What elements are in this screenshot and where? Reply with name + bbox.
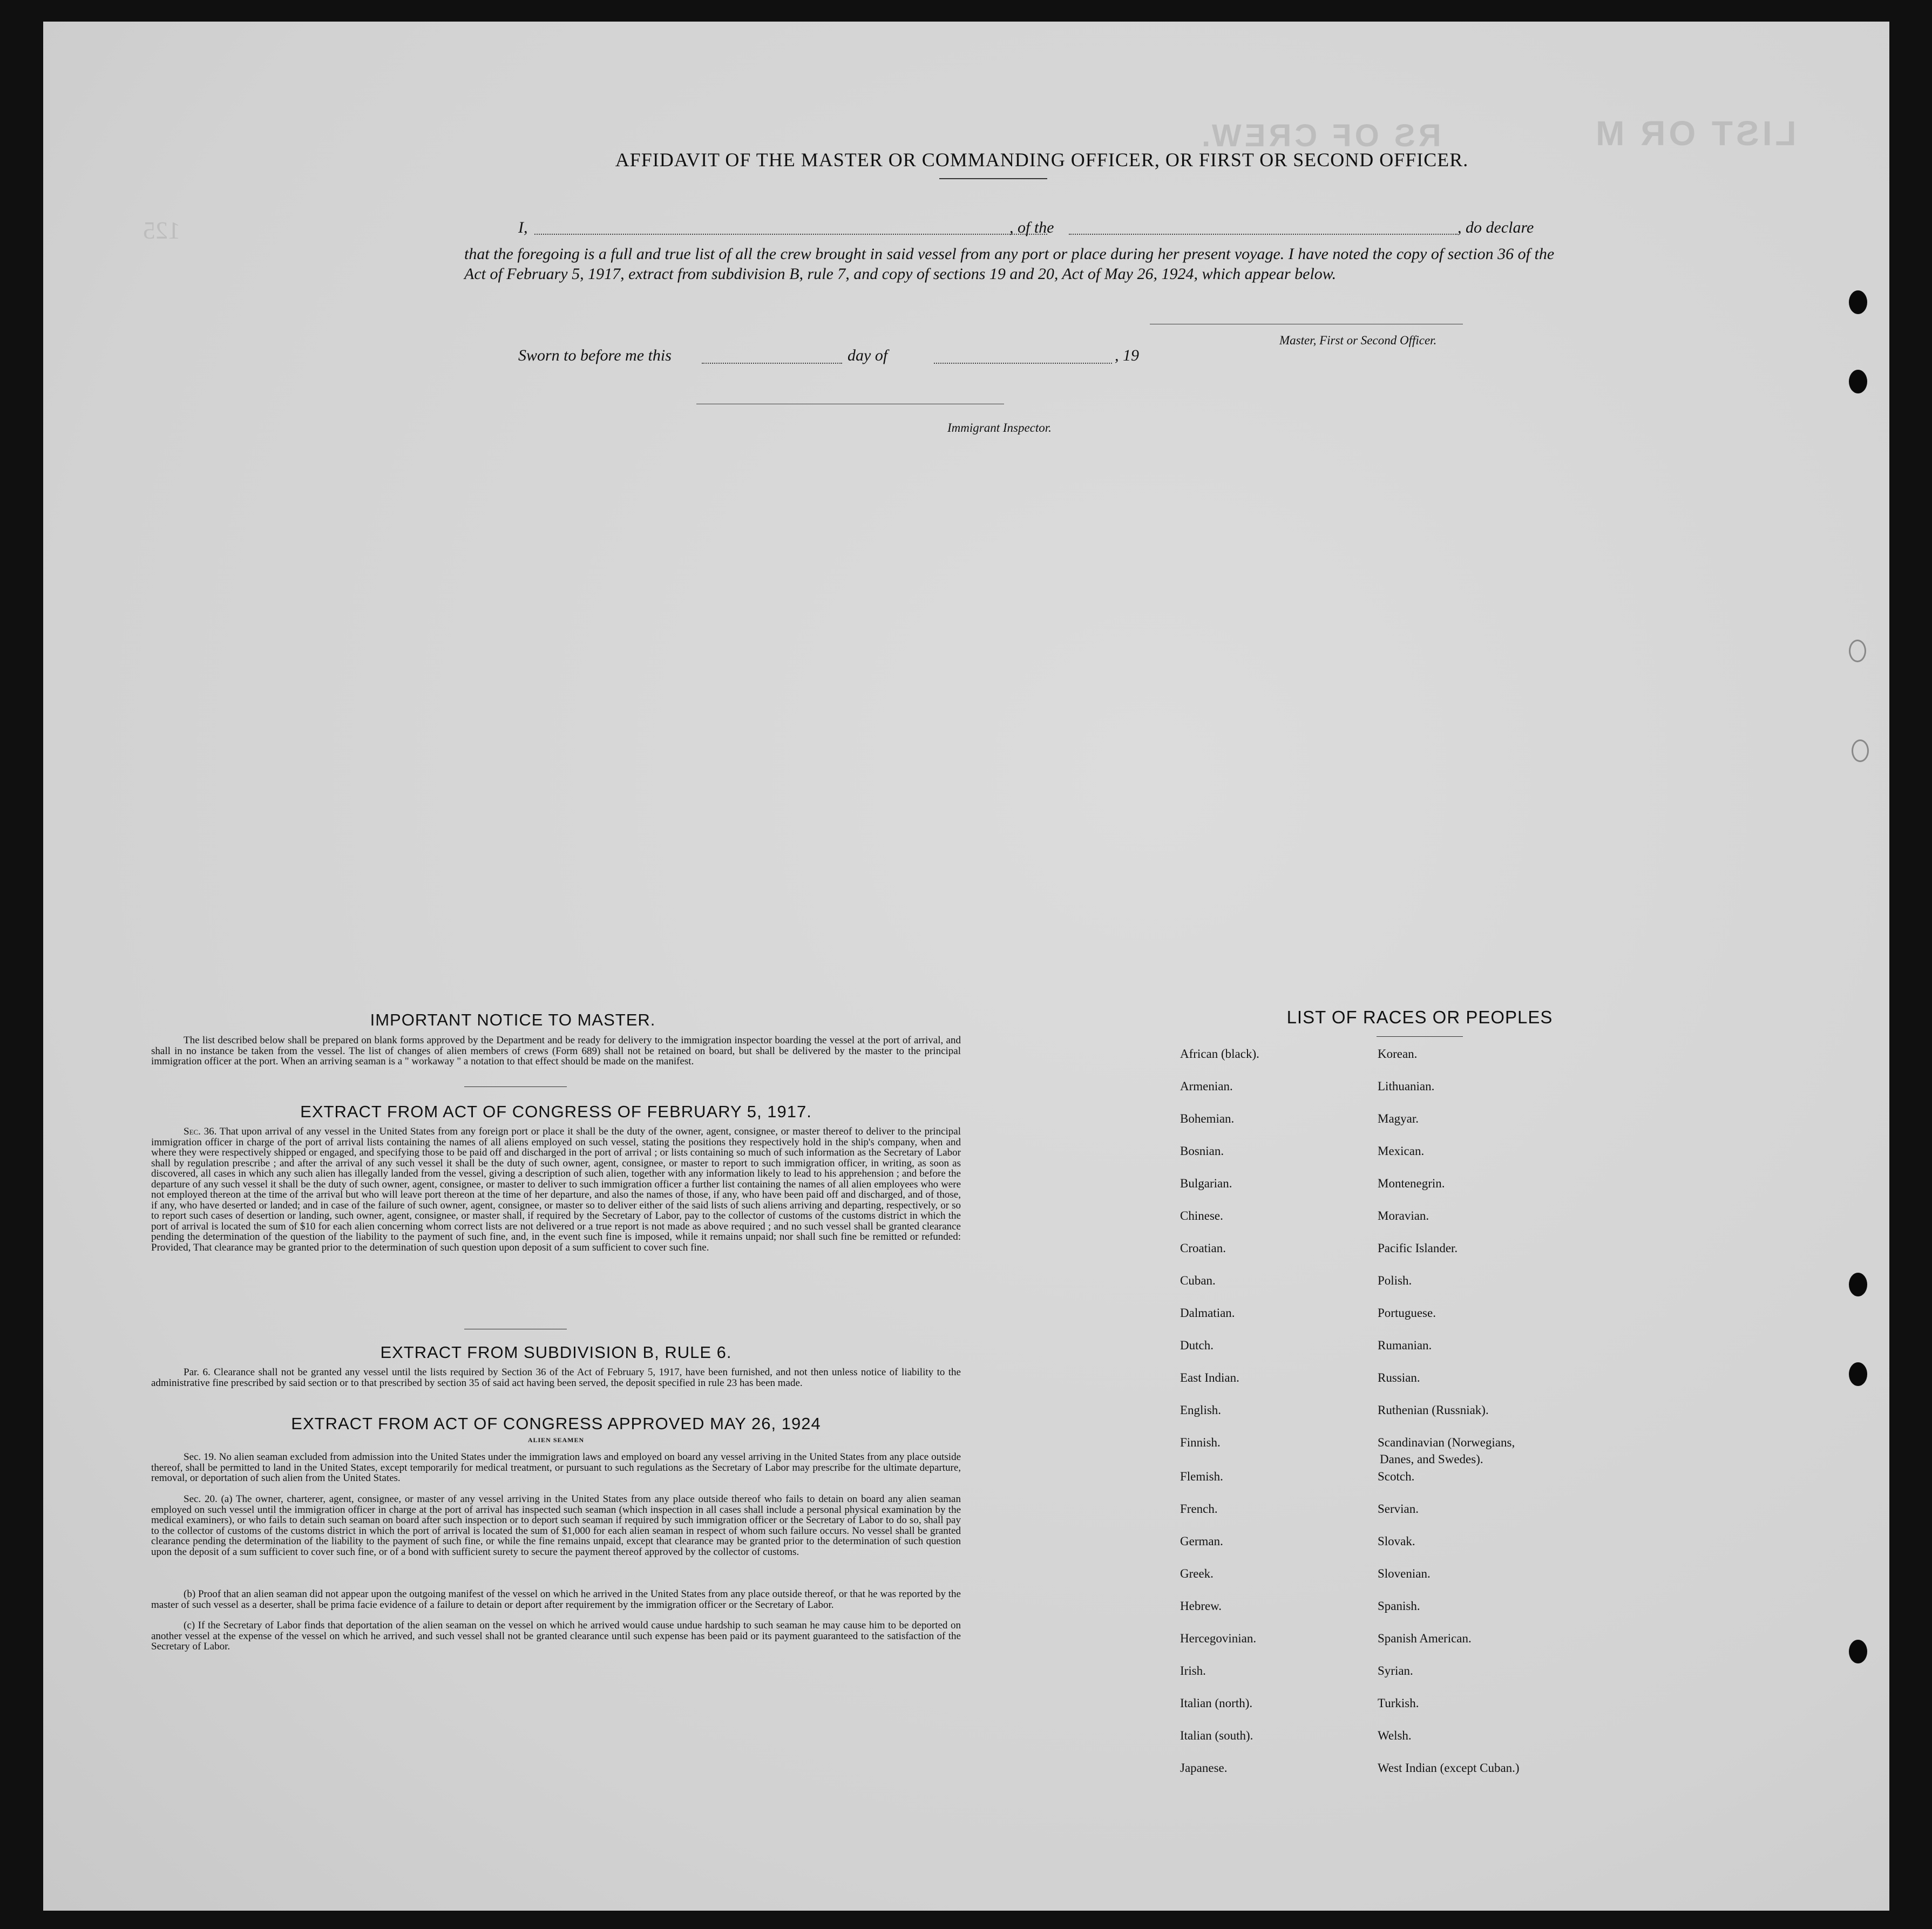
sec20b-text: (b) Proof that an alien seaman did not appear upon the outgoing manifest of the vessel on which he arrived in the United States from any place outside thereof, or that he was reported by the master of such vessel as a deserter, shall be prima facie evidence of a failure to detain or deport after requirement by the immigration officer or the Secretary of Labor.	[151, 1588, 961, 1611]
race-item: Japanese.	[1180, 1761, 1228, 1775]
sec20a-text: Sec. 20. (a) The owner, charterer, agent, consignee, or master of any vessel arriving in the United States from any place outside thereof who fails to detain on board any alien seaman employed on such vessel until the immigration officer in charge at the port of arrival has inspected such seaman (which inspection in all cases shall include a personal physical examination by the medical examiners), or who fails to detain such seaman on board after such inspection or to deport such seaman if required by such immigration officer or the Secretary of Labor to do so, shall pay to the collector of customs of the customs district in which the port of arrival is located the sum of $1,000 for each alien seaman in respect of whom such failure occurs. No vessel shall be granted clearance pending the determination of the liability to the payment of such fine, or while the fine remains unpaid, except that clearance may be granted prior to the determination of such question upon the deposit of a sum sufficient to cover such fine, or of a bond with sufficient surety to secure the payment thereof approved by the collector of customs.	[151, 1493, 961, 1558]
race-item: Croatian.	[1180, 1241, 1226, 1255]
race-item: Spanish.	[1378, 1599, 1420, 1613]
race-item: Greek.	[1180, 1567, 1214, 1580]
extract-rule6-text: Par. 6. Clearance shall not be granted any vessel until the lists required by Section 36 of the Act of February 5, 1917, have been furnished, and not then unless notice of liability to the administrative fine prescribed by said section or to that prescribed by section 35 of said act having been served, the deposit specified in rule 23 has been made.	[151, 1367, 961, 1389]
race-item: Scandinavian (Norwegians,	[1378, 1436, 1515, 1449]
race-item: East Indian.	[1180, 1371, 1239, 1384]
sworn-year: , 19	[1115, 347, 1139, 364]
race-continuation: Danes, and Swedes).	[1380, 1452, 1483, 1466]
affidavit-line1-middle: , of the	[1009, 219, 1054, 236]
race-item: Ruthenian (Russniak).	[1378, 1403, 1489, 1417]
bleed-through-heading-right: RS OF CREW.	[1198, 118, 1441, 153]
punch-hole	[1852, 739, 1869, 762]
inspector-label: Immigrant Inspector.	[947, 421, 1052, 434]
race-item: Spanish American.	[1378, 1632, 1472, 1645]
race-item: Irish.	[1180, 1664, 1206, 1677]
sec20c-text: (c) If the Secretary of Labor finds that deportation of the alien seaman on the vessel on which he arrived would cause undue hardship to such seaman he may cause him to be deported on another vessel at the expense of the vessel on which he arrived, and such vessel shall not be granted clearance until such expense has been paid or its payment guaranteed to the satisfaction of the Secretary of Labor.	[151, 1620, 961, 1652]
race-item: Welsh.	[1378, 1729, 1412, 1742]
extract-1924-title: EXTRACT FROM ACT OF CONGRESS APPROVED MAY 26, 1924	[291, 1414, 821, 1433]
race-item: Rumanian.	[1378, 1339, 1432, 1352]
divider	[1377, 1036, 1463, 1037]
race-item: Polish.	[1378, 1274, 1412, 1287]
race-item: African (black).	[1180, 1047, 1259, 1061]
race-item: Moravian.	[1378, 1209, 1429, 1222]
sworn-day-label: day of	[848, 347, 888, 364]
race-item: Armenian.	[1180, 1079, 1233, 1093]
race-item: Italian (south).	[1180, 1729, 1253, 1742]
name-blank[interactable]	[534, 234, 1047, 235]
race-item: Turkish.	[1378, 1696, 1419, 1710]
extract-1917-title: EXTRACT FROM ACT OF CONGRESS OF FEBRUARY 5, 1917.	[300, 1102, 812, 1121]
race-item: Flemish.	[1180, 1470, 1223, 1483]
race-item: French.	[1180, 1502, 1218, 1516]
race-item: West Indian (except Cuban.)	[1378, 1761, 1520, 1775]
section-36-text: That upon arrival of any vessel in the United States from any foreign port or place it shall be the duty of the owner, agent, consignee, or master thereof to deliver to the principal immigration officer in charge of the port of arrival lists containing the names of all aliens employed on such vessel, stating the positions they respectively hold in the ship's company, when and where they were respectively shipped or engaged, and specifying those to be paid off and discharged in the port of arrival ; or lists containing so much of such information as the Secretary of Labor shall by regulation prescribe ; and after the arrival of any such vessel it shall be the duty of such owner, agent, consignee, or master to report to such immigration officer, in writing, as soon as discovered, all cases in which any such alien has illegally landed from the vessel, giving a description of such alien, together with any information likely to lead to his apprehension ; and before the departure of any such vessel it shall be the duty of such owner, agent, consignee, or master to deliver to such immigration officer a further list containing the names of all alien employees who were not employed thereon at the time of the arrival but who will leave port thereon at the time of her departure, and also the names of those, if any, who have been paid off and discharged, and of those, if any, who have deserted or landed; and in case of the failure of such owner, agent, consignee, or master so to deliver either of the said lists of such aliens arriving and departing, respectively, or so to report such cases of desertion or landing, such owner, agent, consignee, or master shall, if required by the Secretary of Labor, pay to the collector of customs of the customs district in which the port of arrival is located the sum of $10 for each alien concerning whom correct lists are not delivered or a true report is not made as above required ; and no such vessel shall be granted clearance pending the determination of the question of the liability to the payment of such fine, and, in the event such fine is imposed, while it remains unpaid; nor shall such fine be remitted or refunded: Provided, That clearance may be granted prior to the determination of such question upon deposit of a sum sufficient to cover such fine.	[151, 1126, 961, 1253]
bleed-through-number: 125	[143, 216, 180, 244]
punch-hole	[1849, 1362, 1867, 1386]
affidavit-line1-suffix: , do declare	[1458, 219, 1534, 236]
divider	[464, 1086, 567, 1087]
punch-hole	[1849, 370, 1867, 393]
race-item: Italian (north).	[1180, 1696, 1253, 1710]
punch-hole	[1849, 1273, 1867, 1296]
race-item: Korean.	[1378, 1047, 1418, 1061]
divider	[939, 178, 1047, 179]
document-page	[43, 22, 1889, 1911]
race-item: Dalmatian.	[1180, 1306, 1235, 1320]
race-item: Finnish.	[1180, 1436, 1221, 1449]
race-item: English.	[1180, 1403, 1222, 1417]
race-item: Chinese.	[1180, 1209, 1223, 1222]
punch-hole	[1849, 1640, 1867, 1663]
extract-1924-subtitle: ALIEN SEAMEN	[527, 1436, 585, 1444]
race-item: Bulgarian.	[1180, 1177, 1232, 1190]
race-item: Montenegrin.	[1378, 1177, 1445, 1190]
race-item: Pacific Islander.	[1378, 1241, 1458, 1255]
extract-1917-text	[151, 1126, 961, 1253]
bleed-through-heading: LIST OR M	[1592, 114, 1797, 153]
signature-label: Master, First or Second Officer.	[1279, 334, 1437, 347]
sec19-text: Sec. 19. No alien seaman excluded from admission into the United States under the immigration laws and employed on board any vessel arriving in the United States from any place outside thereof, shall be permitted to land in the United States, except temporarily for medical treatment, or pursuant to such regulations as the Secretary of Labor may prescribe for the ultimate departure, removal, or deportation of such alien from the United States.	[151, 1451, 961, 1484]
race-item: Cuban.	[1180, 1274, 1216, 1287]
sworn-prefix: Sworn to before me this	[518, 347, 672, 364]
race-item: Hebrew.	[1180, 1599, 1222, 1613]
sworn-month-blank[interactable]	[934, 363, 1112, 364]
race-item: Slovak.	[1378, 1534, 1415, 1548]
sworn-day-blank[interactable]	[702, 363, 842, 364]
race-item: Syrian.	[1378, 1664, 1413, 1677]
race-item: Hercegovinian.	[1180, 1632, 1257, 1645]
race-item: Lithuanian.	[1378, 1079, 1435, 1093]
punch-hole	[1849, 290, 1867, 314]
race-item: Servian.	[1378, 1502, 1419, 1516]
vessel-blank[interactable]	[1069, 234, 1458, 235]
affidavit-line1-prefix: I,	[518, 219, 528, 236]
affidavit-title: AFFIDAVIT OF THE MASTER OR COMMANDING OFFICER, OR FIRST OR SECOND OFFICER.	[615, 149, 1469, 171]
section-label: Sec. 36.	[184, 1126, 217, 1137]
punch-hole	[1849, 640, 1866, 662]
races-title: LIST OF RACES OR PEOPLES	[1286, 1007, 1553, 1027]
race-item: Scotch.	[1378, 1470, 1415, 1483]
race-item: Bosnian.	[1180, 1144, 1224, 1158]
race-item: Portuguese.	[1378, 1306, 1436, 1320]
race-item: Bohemian.	[1180, 1112, 1235, 1125]
race-item: Slovenian.	[1378, 1567, 1431, 1580]
affidavit-body: that the foregoing is a full and true list of all the crew brought in said vessel from any port or place during her present voyage. I have noted the copy of section 36 of the Act of February 5, 1917, extract from subdivision B, rule 7, and copy of sections 19 and 20, Act of May 26, 1924, which appear below.	[464, 245, 1555, 283]
notice-text: The list described below shall be prepared on blank forms approved by the Department and be ready for delivery to the immigration inspector boarding the vessel at the port of arrival, and shall in no instance be taken from the vessel. The list of changes of alien members of crews (Form 689) shall not be retained on board, but shall be delivered by the master to the principal immigration officer at the port. When an arriving seaman is a " workaway " a notation to that effect should be made on the manifest.	[151, 1035, 961, 1067]
race-item: German.	[1180, 1534, 1223, 1548]
extract-rule6-title: EXTRACT FROM SUBDIVISION B, RULE 6.	[380, 1343, 732, 1362]
race-item: Russian.	[1378, 1371, 1420, 1384]
notice-title: IMPORTANT NOTICE TO MASTER.	[370, 1010, 656, 1029]
race-item: Magyar.	[1378, 1112, 1419, 1125]
race-item: Dutch.	[1180, 1339, 1214, 1352]
race-item: Mexican.	[1378, 1144, 1425, 1158]
